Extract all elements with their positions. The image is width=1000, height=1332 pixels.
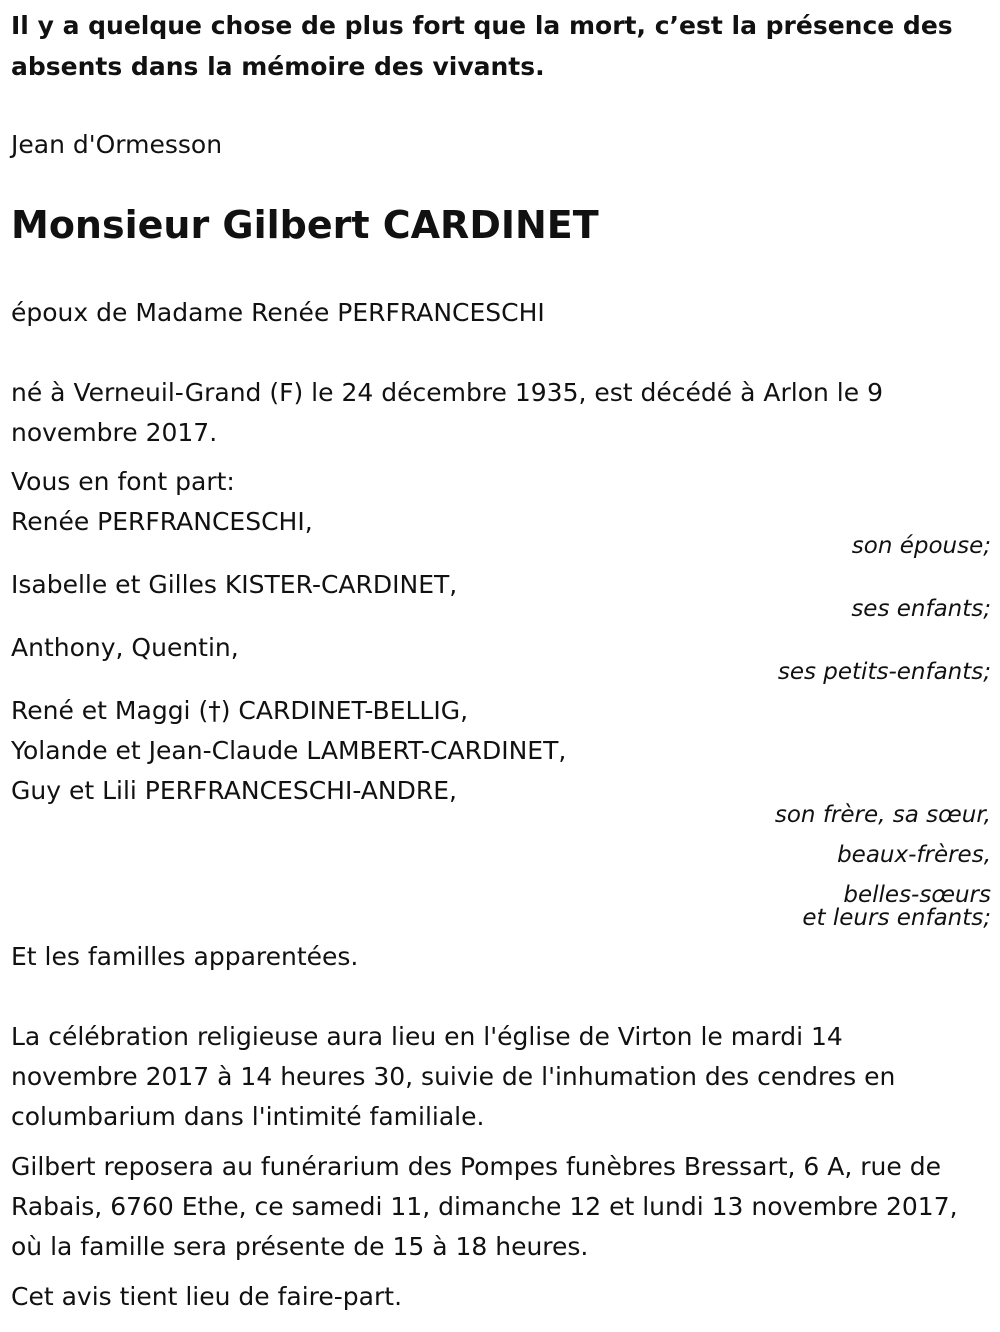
opening-quote: Il y a quelque chose de plus fort que la mort, c’est la présence des absents dans la mémoire des vivants.	[11, 11, 953, 81]
announcer-relation: son épouse;	[851, 533, 991, 559]
announcer-name: Guy et Lili PERFRANCESCHI-ANDRE,	[11, 776, 457, 805]
announcer-relation: beaux-frères,	[837, 842, 991, 868]
announcers-intro: Vous en font part:	[11, 467, 235, 496]
announcer-relation: son frère, sa sœur,	[774, 802, 991, 828]
announcer-name: Renée PERFRANCESCHI,	[11, 507, 313, 536]
announcer-relation: ses enfants;	[851, 596, 991, 622]
spouse-line: époux de Madame Renée PERFRANCESCHI	[11, 298, 545, 327]
announcer-name: Isabelle et Gilles KISTER-CARDINET,	[11, 570, 458, 599]
related-families: Et les familles apparentées.	[11, 942, 359, 971]
birth-death-line: né à Verneuil-Grand (F) le 24 décembre 1935, est décédé à Arlon le 9 novembre 2017.	[11, 378, 883, 447]
announcer-name: René et Maggi (†) CARDINET-BELLIG,	[11, 696, 469, 725]
announcer-relation: belles-sœurs	[843, 882, 991, 908]
celebration-paragraph: La célébration religieuse aura lieu en l'église de Virton le mardi 14 novembre 2017 à 14 heures 30, suivie de l'inhumation des cendres en columbarium dans l'intimité familiale.	[11, 1022, 896, 1131]
notice-line: Cet avis tient lieu de faire-part.	[11, 1282, 403, 1311]
announcer-name: Anthony, Quentin,	[11, 633, 239, 662]
announcer-name: Yolande et Jean-Claude LAMBERT-CARDINET,	[11, 736, 567, 765]
quote-author: Jean d'Ormesson	[11, 130, 223, 159]
deceased-name: Monsieur Gilbert CARDINET	[11, 203, 599, 247]
announcer-relation: ses petits-enfants;	[777, 659, 991, 685]
funerarium-paragraph: Gilbert reposera au funérarium des Pompes funèbres Bressart, 6 A, rue de Rabais, 6760 Ethe, ce samedi 11, dimanche 12 et lundi 13 novembre 2017, où la famille sera présente de 15 à 18 heures.	[11, 1152, 958, 1261]
announcer-relation: et leurs enfants;	[802, 905, 991, 931]
